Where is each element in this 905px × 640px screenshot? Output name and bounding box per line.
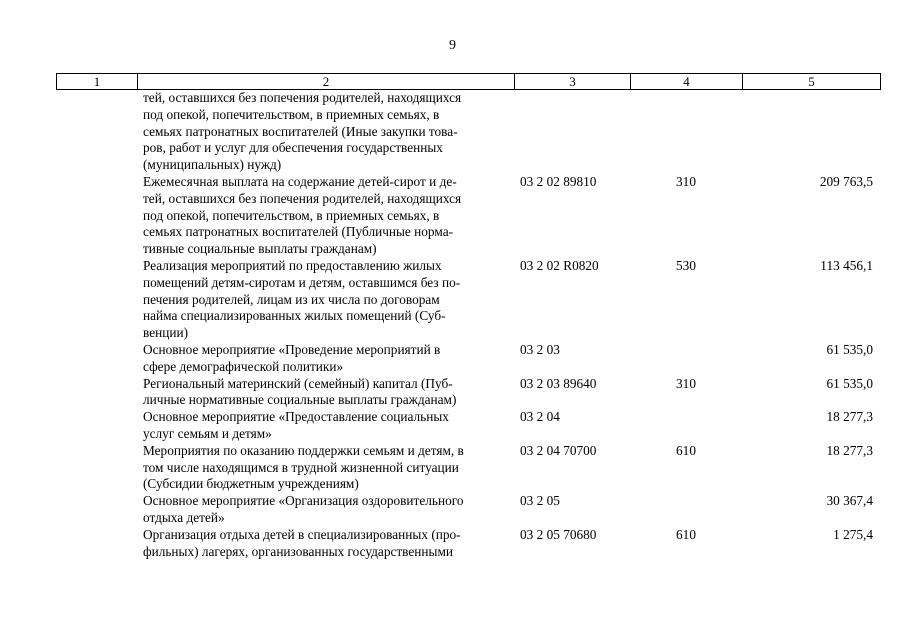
- cell-budget-code: 03 2 02 89810: [520, 173, 597, 189]
- cell-item-name: [137, 342, 514, 376]
- page-number: 9: [449, 38, 456, 53]
- item-name-line: личные нормативные социальные выплаты гражданам): [143, 392, 457, 408]
- cell-expense-type: 530: [676, 257, 696, 273]
- cell-budget-code: 03 2 04 70700: [520, 442, 597, 458]
- table-row: [56, 174, 881, 258]
- item-name-line: Мероприятия по оказанию поддержки семьям и детям, в: [143, 442, 464, 458]
- item-name-line: Реализация мероприятий по предоставлению жилых: [143, 257, 442, 273]
- item-name-line: ров, работ и услуг для обеспечения государственных: [143, 140, 443, 156]
- cell-index: [56, 258, 137, 342]
- item-name-line: семьях патронатных воспитателей (Иные закупки това-: [143, 123, 458, 139]
- cell-amount: 209 763,5: [819, 173, 873, 189]
- cell-expense-type: [630, 342, 742, 376]
- cell-index: [56, 409, 137, 443]
- header-col-3: 3: [515, 74, 631, 89]
- table-row: [56, 90, 881, 174]
- cell-expense-type: 310: [676, 173, 696, 189]
- table-row: [56, 258, 881, 342]
- cell-item-name: [137, 258, 514, 342]
- cell-budget-code: 03 2 02 R0820: [520, 257, 599, 273]
- item-name-line: Региональный материнский (семейный) капитал (Пуб-: [143, 375, 453, 391]
- item-name-line: найма специализированных жилых помещений (Суб-: [143, 308, 446, 324]
- cell-item-name: [137, 376, 514, 410]
- table-row: [56, 376, 881, 410]
- cell-item-name: [137, 443, 514, 493]
- table-row: [56, 443, 881, 493]
- cell-amount: 61 535,0: [826, 375, 873, 391]
- cell-amount: 113 456,1: [820, 257, 873, 273]
- item-name-line: сфере демографической политики»: [143, 358, 344, 374]
- table-row: [56, 342, 881, 376]
- item-name-line: Основное мероприятие «Организация оздоровительного: [143, 493, 464, 509]
- cell-item-name: [137, 90, 514, 174]
- cell-item-name: [137, 493, 514, 527]
- item-name-line: том числе находящимся в трудной жизненной ситуации: [143, 459, 459, 475]
- cell-index: [56, 342, 137, 376]
- cell-index: [56, 90, 137, 174]
- cell-amount: 61 535,0: [826, 341, 873, 357]
- cell-expense-type: 310: [676, 375, 696, 391]
- cell-expense-type: 610: [676, 442, 696, 458]
- item-name-line: отдыха детей»: [143, 509, 225, 525]
- item-name-line: фильных) лагерях, организованных государственными: [143, 543, 453, 559]
- cell-index: [56, 493, 137, 527]
- cell-budget-code: 03 2 05 70680: [520, 526, 597, 542]
- cell-budget-code: [514, 90, 630, 174]
- cell-budget-code: 03 2 05: [520, 493, 560, 509]
- cell-expense-type: [630, 493, 742, 527]
- item-name-line: семьях патронатных воспитателей (Публичные норма-: [143, 224, 454, 240]
- table-row: [56, 409, 881, 443]
- item-name-line: (муниципальных) нужд): [143, 157, 282, 173]
- item-name-line: под опекой, попечительством, в приемных семьях, в: [143, 207, 440, 223]
- cell-budget-code: 03 2 03 89640: [520, 375, 597, 391]
- cell-amount: 18 277,3: [826, 409, 873, 425]
- cell-index: [56, 527, 137, 561]
- cell-amount: 30 367,4: [826, 493, 873, 509]
- cell-index: [56, 376, 137, 410]
- item-name-line: услуг семьям и детям»: [143, 425, 272, 441]
- cell-expense-type: [630, 409, 742, 443]
- item-name-line: помещений детям-сиротам и детям, оставшимся без по-: [143, 274, 461, 290]
- cell-item-name: [137, 174, 514, 258]
- table-body: [56, 90, 881, 560]
- table-row: [56, 527, 881, 561]
- item-name-line: тей, оставшихся без попечения родителей, находящихся: [143, 190, 462, 206]
- cell-expense-type: 610: [676, 526, 696, 542]
- header-col-4: 4: [631, 74, 743, 89]
- cell-expense-type: [630, 90, 742, 174]
- item-name-line: (Субсидии бюджетным учреждениям): [143, 476, 359, 492]
- item-name-line: Основное мероприятие «Предоставление социальных: [143, 409, 449, 425]
- item-name-line: тивные социальные выплаты гражданам): [143, 241, 377, 257]
- table-row: [56, 493, 881, 527]
- table-header-row: [56, 73, 881, 90]
- cell-amount: 18 277,3: [826, 442, 873, 458]
- cell-item-name: [137, 409, 514, 443]
- cell-amount: [742, 90, 881, 174]
- cell-index: [56, 174, 137, 258]
- item-name-line: Организация отдыха детей в специализированных (про-: [143, 526, 461, 542]
- cell-budget-code: 03 2 03: [520, 341, 560, 357]
- cell-item-name: [137, 527, 514, 561]
- item-name-line: под опекой, попечительством, в приемных семьях, в: [143, 106, 440, 122]
- item-name-line: Основное мероприятие «Проведение мероприятий в: [143, 341, 441, 357]
- item-name-line: Ежемесячная выплата на содержание детей-сирот и де-: [143, 173, 457, 189]
- item-name-line: венции): [143, 325, 188, 341]
- cell-index: [56, 443, 137, 493]
- header-col-1: 1: [57, 74, 138, 89]
- header-col-2: 2: [138, 74, 515, 89]
- header-col-5: 5: [808, 74, 815, 89]
- item-name-line: печения родителей, лицам из их числа по договорам: [143, 291, 440, 307]
- item-name-line: тей, оставшихся без попечения родителей, находящихся: [143, 90, 462, 105]
- cell-amount: 1 275,4: [833, 526, 873, 542]
- cell-budget-code: 03 2 04: [520, 409, 560, 425]
- budget-table: [56, 73, 881, 560]
